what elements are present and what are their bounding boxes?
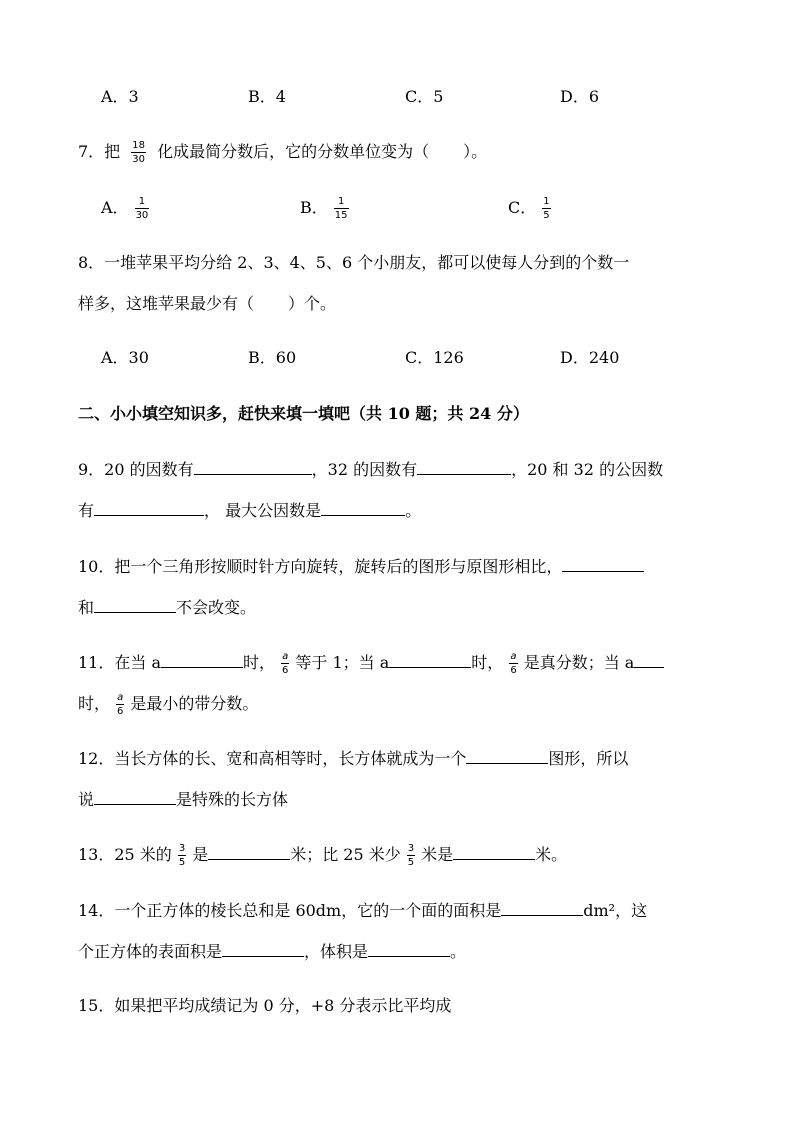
q12-text-c: 说: [78, 790, 95, 809]
q6-option-b: B．4: [248, 87, 286, 106]
q11-blank-2[interactable]: [389, 651, 471, 668]
q11-frac-den: 6: [282, 665, 289, 676]
q12-text-b: 图形，所以: [548, 749, 629, 768]
q12-text-a: 12．当长方体的长、宽和高相等时，长方体就成为一个: [78, 749, 467, 768]
q14-text-d: ，体积是: [304, 942, 369, 961]
q13-frac-num: 3: [178, 843, 186, 854]
q7-text: 化成最简分数后，它的分数单位变为（: [157, 142, 430, 161]
q13-blank-2[interactable]: [453, 843, 535, 860]
q14-text-c: 个正方体的表面积是: [78, 942, 223, 961]
q12-blank-1[interactable]: [466, 747, 548, 764]
q11-text-d: 时，: [471, 653, 504, 672]
q13-text-c: 米；比 25 米少: [290, 845, 401, 864]
q7-option-b-num: 1: [337, 196, 345, 207]
q14-text-b: dm²，这: [583, 901, 648, 920]
q7-option-c-den: 5: [543, 210, 550, 221]
q7-option-a-label: A．: [101, 198, 129, 217]
q11-line-1: [78, 651, 664, 676]
q7-option-b-den: 15: [334, 210, 348, 221]
q13-text-d: 米是: [421, 845, 454, 864]
q9-blank-4[interactable]: [321, 499, 405, 516]
q14-line-1: [78, 899, 647, 922]
q14-blank-3[interactable]: [368, 940, 450, 957]
q14-text-a: 14．一个正方体的棱长总和是 60dm，它的一个面的面积是: [78, 901, 502, 920]
q9-blank-1[interactable]: [194, 458, 312, 475]
q9-blank-3[interactable]: [94, 499, 204, 516]
q7-frac-num: 18: [132, 140, 146, 151]
q7-option-c: [508, 196, 557, 221]
q9-text-c: ，20 和 32 的公因数: [511, 460, 664, 479]
q13-frac-den: 5: [178, 857, 186, 868]
q11-frac-num-2: a: [510, 651, 517, 662]
q11-frac-den-3: 6: [117, 706, 124, 717]
q10-text-b: 和: [78, 598, 95, 617]
q7-option-a-den: 30: [135, 210, 149, 221]
q12-text-d: 是特殊的长方体: [176, 790, 289, 809]
q14-blank-2[interactable]: [222, 940, 304, 957]
q12-line-1: [78, 747, 628, 770]
question-13: [78, 843, 567, 868]
q14-blank-1[interactable]: [501, 899, 583, 916]
q7-fraction: [131, 140, 146, 165]
q13-frac-den-2: 5: [407, 857, 415, 868]
question-7: [78, 140, 487, 165]
q7-text-end: ）。: [463, 142, 488, 161]
q13-text-e: 米。: [535, 845, 568, 864]
q11-text-a: 11．在当 a: [78, 653, 161, 672]
q13-text-b: 是: [192, 845, 209, 864]
q8-text-b: ）个。: [288, 294, 337, 313]
q11-text-c: 等于 1；当 a: [295, 653, 390, 672]
q14-line-2: [78, 940, 466, 963]
q10-line-2: [78, 596, 256, 619]
q11-text-b: 时，: [243, 653, 276, 672]
q8-option-b: B．60: [248, 348, 297, 367]
q7-option-a-num: 1: [138, 196, 146, 207]
q9-blank-2[interactable]: [417, 458, 511, 475]
q13-blank-1[interactable]: [208, 843, 290, 860]
q7-option-c-label: C．: [508, 198, 537, 217]
q9-line-2: [78, 499, 421, 522]
q11-frac-den-2: 6: [510, 665, 517, 676]
q9-text-d: 有: [78, 501, 95, 520]
q6-option-d: D．6: [560, 87, 600, 106]
q10-text-a: 10．把一个三角形按顺时针方向旋转，旋转后的图形与原图形相比，: [78, 557, 563, 576]
q7-option-c-num: 1: [543, 196, 550, 207]
q10-blank-2[interactable]: [94, 596, 176, 613]
q9-text-a: 9．20 的因数有: [78, 460, 194, 479]
question-15: 15．如果把平均成绩记为 0 分，+8 分表示比平均成: [78, 996, 452, 1015]
q11-frac-num: a: [282, 651, 289, 662]
q11-text-g: 是最小的带分数。: [130, 694, 259, 713]
q11-blank-1[interactable]: [161, 651, 243, 668]
q6-option-c: C．5: [405, 87, 444, 106]
q14-text-e: 。: [450, 942, 467, 961]
q11-blank-3[interactable]: [634, 651, 664, 668]
q8-option-c: C．126: [405, 348, 464, 367]
q7-option-b: [300, 196, 355, 221]
q12-blank-2[interactable]: [94, 788, 176, 805]
q9-text-b: ，32 的因数有: [311, 460, 418, 479]
q7-option-a: [101, 196, 155, 221]
q7-frac-den: 30: [132, 154, 146, 165]
q9-line-1: [78, 458, 663, 481]
q11-frac-num-3: a: [117, 692, 124, 703]
q6-option-a: A．3: [101, 87, 139, 106]
q8-line-1: 8．一堆苹果平均分给 2、3、4、5、6 个小朋友，都可以使每人分到的个数一: [78, 253, 630, 272]
q11-text-e: 是真分数；当 a: [523, 653, 635, 672]
q10-line-1: [78, 555, 644, 578]
q8-option-a: A．30: [101, 348, 149, 367]
q10-blank-1[interactable]: [562, 555, 644, 572]
section-2-heading: 二、小小填空知识多，赶快来填一填吧（共 10 题；共 24 分）: [78, 404, 529, 423]
q12-line-2: [78, 788, 288, 811]
q7-option-b-label: B．: [300, 198, 328, 217]
q9-text-e: ， 最大公因数是: [204, 501, 322, 520]
q11-line-2: [78, 692, 258, 717]
q9-text-f: 。: [405, 501, 422, 520]
q8-text-a: 样多，这堆苹果最少有（: [78, 294, 255, 313]
q8-line-2: [78, 293, 336, 315]
q11-text-f: 时，: [78, 694, 111, 713]
q13-frac-num-2: 3: [407, 843, 415, 854]
q13-text-a: 13．25 米的: [78, 845, 172, 864]
q8-option-d: D．240: [560, 348, 620, 367]
q10-text-c: 不会改变。: [176, 598, 257, 617]
q7-number: 7．把: [78, 142, 121, 161]
